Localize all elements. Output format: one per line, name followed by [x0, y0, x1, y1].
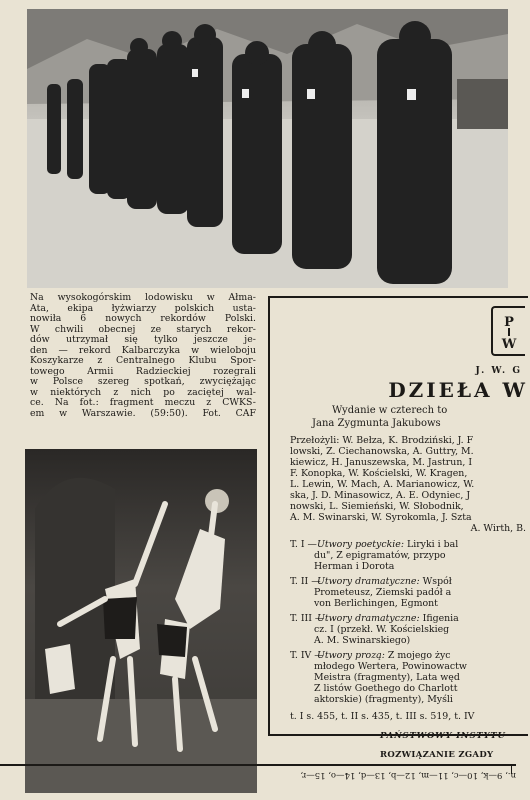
volume-line: Prometeusz, Ziemski padół a: [314, 587, 452, 598]
volume-2: [290, 576, 530, 609]
caption-line: ce. Na fot.: fragment meczu z CWKS-: [30, 397, 256, 409]
svg-text:P: P: [504, 315, 514, 330]
ad-edition: Wydanie w czterech to: [332, 405, 448, 416]
translators-line: F. Konopka, W. Kościelski, W. Kragen,: [290, 468, 468, 479]
translators-line: A. Wirth, B.: [470, 523, 526, 534]
book-advertisement: [268, 296, 528, 736]
publisher-logo-icon: [491, 306, 525, 356]
caption-line: W chwili obecnej ze starych rekor-: [30, 323, 256, 335]
volume-number: T. I —: [290, 539, 317, 550]
caption-basketball: [30, 356, 256, 420]
volume-page-counts: t. I s. 455, t. II s. 435, t. III s. 519, t. IV: [290, 711, 475, 722]
caption-skaters: [30, 293, 256, 357]
volume-line: Współ: [422, 576, 452, 587]
ad-author: J. W. G: [475, 366, 522, 376]
translators-line: Przełożyli: W. Bełza, K. Brodziński, J. F: [290, 435, 474, 446]
volume-line: Liryki i bal: [406, 539, 459, 550]
volume-number: T. IV —: [290, 650, 324, 661]
basketball-illustration: [25, 449, 257, 793]
translators-line: lowski, Z. Ciechanowska, A. Guttry, M.: [290, 446, 474, 457]
volume-line: Z listów Goethego do Charlott: [314, 683, 458, 694]
volume-4: [290, 650, 530, 705]
photo-speed-skaters: [27, 9, 508, 288]
caption-line: towego Armii Radzieckiej rozegrali: [30, 365, 256, 377]
solution-heading: ROZWIĄZANIE ZGADY: [380, 750, 494, 760]
svg-text:W: W: [501, 337, 517, 352]
volume-genre: Utwory dramatyczne:: [316, 576, 420, 587]
volume-line: Meistra (fragmenty), Lata węd: [314, 672, 460, 683]
solution-divider: [0, 764, 516, 766]
volume-number: T. III —: [290, 613, 325, 624]
volume-line: Herman i Dorota: [314, 561, 395, 572]
caption-line: w Polsce szereg spotkań, zwyciężając: [30, 376, 256, 388]
volume-line: młodego Wertera, Powinowactw: [314, 661, 467, 672]
volume-line: von Berlichingen, Egmont: [314, 598, 438, 609]
volume-line: Ifigenia: [422, 613, 459, 624]
caption-line: dów utrzymał się tylko jeszcze je-: [30, 334, 256, 346]
volume-genre: Utwory prozą:: [316, 650, 385, 661]
ad-title: DZIEŁA W: [388, 378, 528, 402]
volume-1: [290, 539, 530, 572]
caption-line: Koszykarze z Centralnego Klubu Spor-: [30, 355, 256, 366]
skaters-illustration: [27, 9, 508, 288]
translators-line: ska, J. D. Minasowicz, A. E. Odyniec, J: [290, 490, 471, 501]
volume-line: aktorskie) (fragmenty), Myśli: [314, 694, 453, 705]
translators-line: A. M. Swinarski, W. Syrokomla, J. Szta: [290, 512, 472, 523]
translators-line: kiewicz, H. Januszewska, M. Jastrun, I: [290, 457, 473, 468]
volume-line: du", Z epigramatów, przypo: [314, 550, 446, 561]
volume-line: Z mojego życ: [387, 650, 451, 661]
volume-genre: Utwory poetyckie:: [316, 539, 404, 550]
translators-line: L. Lewin, W. Mach, A. Marianowicz, W.: [290, 479, 475, 490]
volume-line: cz. I (przekł. W. Kościelskieg: [314, 624, 450, 635]
caption-line: em w Warszawie. (59:50). Fot. CAF: [30, 407, 256, 419]
volume-3: [290, 613, 530, 646]
photo-basketball-match: [25, 449, 257, 793]
caption-line: den — rekord Kalbarczyka w wieloboju: [30, 344, 256, 356]
volume-number: T. II —: [290, 576, 321, 587]
publisher-name: PAŃSTWOWY INSTYTU: [380, 731, 506, 741]
caption-line: Ata, ekipa łyżwiarzy polskich usta-: [30, 302, 256, 314]
ad-editor: Jana Zygmunta Jakubows: [312, 418, 441, 429]
volume-genre: Utwory dramatyczne:: [316, 613, 420, 624]
translators-line: nowski, L. Siemieński, W. Słobodnik,: [290, 501, 464, 512]
solution-answers-rotated: n., 9—k, 10—c, 11—m, 12—b, 13—d, 14—o, 15—r,: [300, 770, 516, 780]
caption-line: w niektórych z nich po zaciętej wal-: [30, 386, 256, 398]
caption-line: Na wysokogórskim lodowisku w Ałma-: [30, 292, 256, 303]
volume-line: A. M. Swinarskiego): [314, 635, 411, 646]
caption-line: nowiła 6 nowych rekordów Polski.: [30, 313, 256, 325]
